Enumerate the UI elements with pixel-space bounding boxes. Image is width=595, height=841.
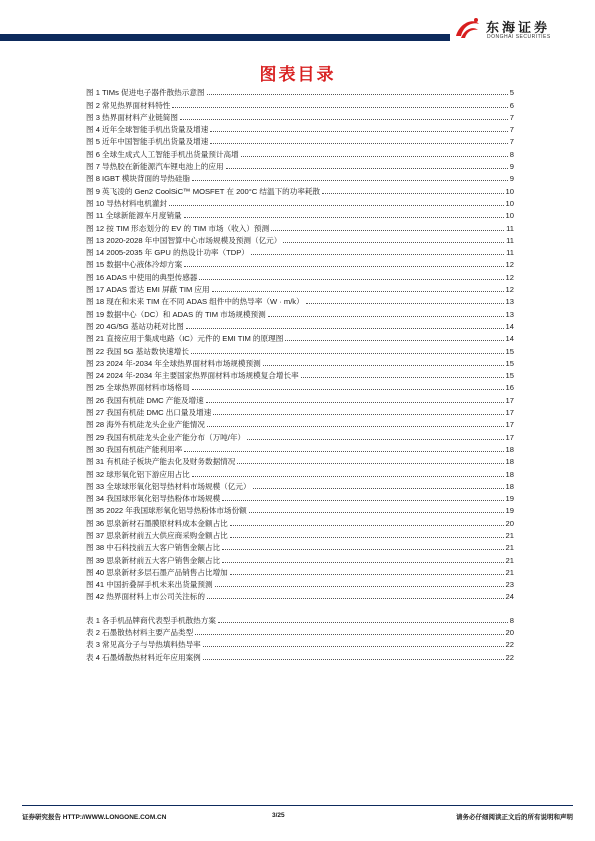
header-bar-end [440, 34, 450, 41]
figures-entry[interactable] [86, 491, 514, 503]
leader-dots [237, 463, 503, 464]
leader-dots [192, 389, 504, 390]
leader-dots [226, 168, 508, 169]
leader-dots [191, 353, 504, 354]
figures-entry-page: 12 [505, 260, 514, 270]
figures-entry-page: 16 [505, 383, 514, 393]
figures-entry[interactable] [86, 515, 514, 527]
figures-entry[interactable] [86, 331, 514, 343]
leader-dots [301, 377, 504, 378]
figures-entry[interactable] [86, 429, 514, 441]
tables-entry-label: 表 2 石墨散热材料主要产品类型 [86, 628, 194, 638]
figures-entry-page: 14 [505, 334, 514, 344]
figures-entry-label: 图 2 常见热界面材料特性 [86, 100, 171, 110]
figures-entry-page: 21 [505, 555, 514, 565]
figures-entry-label: 图 40 思泉新材多层石墨产品销售占比增加 [86, 567, 228, 577]
figures-entry[interactable] [86, 171, 514, 183]
leader-dots [283, 242, 504, 243]
leader-dots [203, 659, 504, 660]
figures-entry[interactable] [86, 97, 514, 109]
figures-entry[interactable] [86, 233, 514, 245]
figures-entry-page: 13 [505, 297, 514, 307]
leader-dots [249, 512, 504, 513]
figures-entry-page: 10 [505, 198, 514, 208]
figures-entry-page: 6 [509, 100, 514, 110]
figures-entry-page: 17 [505, 432, 514, 442]
figures-entry-page: 17 [505, 395, 514, 405]
figures-entry-label: 图 15 数据中心液体冷却方案 [86, 260, 183, 270]
figures-entry[interactable] [86, 257, 514, 269]
figures-entry[interactable] [86, 282, 514, 294]
figures-entry-page: 19 [505, 494, 514, 504]
figures-entry-label: 图 41 中国折叠屏手机未来出货量预测 [86, 580, 213, 590]
leader-dots [203, 646, 504, 647]
figures-entry-page: 15 [505, 346, 514, 356]
figures-entry-page: 21 [505, 543, 514, 553]
leader-dots [247, 439, 503, 440]
page-footer [22, 812, 573, 824]
figures-entry-page: 24 [505, 592, 514, 602]
figures-entry-page: 18 [505, 481, 514, 491]
figures-entry-page: 5 [509, 88, 514, 98]
logo-text-en: DONGHAI SECURITIES [487, 34, 551, 40]
leader-dots [230, 537, 504, 538]
leader-dots [230, 525, 504, 526]
figures-entry-label: 图 16 ADAS 中使用的典型传感器 [86, 272, 198, 282]
header-bar [0, 34, 440, 41]
figures-entry-page: 18 [505, 469, 514, 479]
figures-entry-label: 图 3 热界面材料产业链简图 [86, 112, 178, 122]
leader-dots [199, 279, 503, 280]
figures-entry[interactable] [86, 245, 514, 257]
figures-entry-page: 11 [506, 223, 514, 233]
leader-dots [222, 562, 503, 563]
figures-entry-page: 21 [505, 567, 514, 577]
figures-entry[interactable] [86, 110, 514, 122]
figures-entry[interactable] [86, 183, 514, 195]
leader-dots [230, 574, 504, 575]
leader-dots [271, 230, 504, 231]
figures-entry-page: 23 [505, 580, 514, 590]
figures-entry-label: 图 23 2024 年-2034 年全球热界面材料市场规模预测 [86, 358, 261, 368]
figures-entry[interactable] [86, 454, 514, 466]
figures-entry[interactable] [86, 159, 514, 171]
leader-dots [207, 598, 504, 599]
figures-entry-label: 图 32 球形氧化铝下游应用占比 [86, 469, 190, 479]
figures-entry-label: 图 39 思泉新材前五大客户销售金额占比 [86, 555, 221, 565]
figures-entry[interactable] [86, 466, 514, 478]
leader-dots [263, 365, 504, 366]
leader-dots [207, 94, 508, 95]
leader-dots [180, 119, 508, 120]
donghai-logo [452, 14, 584, 44]
figures-entry-label: 图 17 ADAS 雷达 EMI 屏蔽 TIM 应用 [86, 285, 210, 295]
figures-entry-page: 7 [509, 137, 514, 147]
figures-entry[interactable] [86, 85, 514, 97]
figures-entry[interactable] [86, 380, 514, 392]
figures-entry-label: 图 19 数据中心（DC）和 ADAS 的 TIM 市场规模预测 [86, 309, 266, 319]
page-header [0, 0, 595, 48]
leader-dots [206, 402, 504, 403]
tables-entry[interactable] [86, 649, 514, 661]
page-title: 图表目录 [259, 65, 336, 84]
figures-entry[interactable] [86, 343, 514, 355]
leader-dots [222, 500, 503, 501]
leader-dots [215, 586, 504, 587]
figures-entry-page: 9 [509, 174, 514, 184]
figures-entry-label: 图 27 我国有机硅 DMC 出口量及增速 [86, 408, 212, 418]
figures-entry[interactable] [86, 503, 514, 515]
section-gap [86, 601, 514, 612]
figures-entry[interactable] [86, 196, 514, 208]
figures-entry[interactable] [86, 122, 514, 134]
figures-entry-label: 图 22 我国 5G 基站数快速增长 [86, 346, 189, 356]
figures-entry-page: 17 [505, 420, 514, 430]
footer-left: 证券研究报告 HTTP://WWW.LONGONE.COM.CN [22, 814, 167, 821]
figures-entry-label: 图 30 我国有机硅产能利用率 [86, 444, 183, 454]
figures-entry-label: 图 8 IGBT 模块背面的导热硅脂 [86, 174, 191, 184]
leader-dots [207, 426, 504, 427]
figures-entry-page: 9 [509, 162, 514, 172]
figures-entry[interactable] [86, 528, 514, 540]
figures-entry-label: 图 20 4G/5G 基站功耗对比图 [86, 321, 184, 331]
leader-dots [210, 131, 507, 132]
figures-entry[interactable] [86, 540, 514, 552]
figures-entry[interactable] [86, 208, 514, 220]
figures-entry-page: 20 [505, 518, 514, 528]
figures-entry-label: 图 28 海外有机硅龙头企业产能情况 [86, 420, 205, 430]
tables-entry-label: 表 3 常见高分子与导热填料热导率 [86, 640, 201, 650]
figures-entry-page: 11 [506, 248, 514, 258]
leader-dots [184, 217, 504, 218]
figures-entry-page: 15 [505, 358, 514, 368]
leader-dots [212, 291, 504, 292]
figures-entry-label: 图 10 导热材料电机灌封 [86, 198, 168, 208]
figures-entry-label: 图 4 近年全球智能手机出货量及增速 [86, 125, 209, 135]
figures-entry-label: 图 14 2005-2035 年 GPU 的热设计功率（TDP） [86, 248, 249, 258]
figures-entry-label: 图 33 全球球形氧化铝导热材料市场规模（亿元） [86, 481, 251, 491]
tables-entry[interactable] [86, 612, 514, 624]
leader-dots [184, 266, 503, 267]
figures-entry-page: 12 [505, 285, 514, 295]
figures-entry-page: 8 [509, 149, 514, 159]
leader-dots [192, 476, 504, 477]
figures-entry[interactable] [86, 442, 514, 454]
tables-entry-label: 表 1 各手机品牌商代表型手机散热方案 [86, 615, 216, 625]
figures-entry-page: 19 [505, 506, 514, 516]
figures-entry[interactable] [86, 319, 514, 331]
figures-entry[interactable] [86, 356, 514, 368]
figures-entry-label: 图 38 中石科技前五大客户销售金额占比 [86, 543, 221, 553]
figures-entry-page: 10 [505, 186, 514, 196]
figures-entry-label: 图 29 我国有机硅龙头企业产能分布（万吨/年） [86, 432, 246, 442]
figures-entry-label: 图 36 思泉新材石墨膜原材料成本金额占比 [86, 518, 228, 528]
donghai-logo-icon [452, 14, 482, 44]
leader-dots [322, 193, 503, 194]
figures-entry-label: 图 37 思泉新材前五大供应商采购金额占比 [86, 530, 228, 540]
figures-entry[interactable] [86, 294, 514, 306]
leader-dots [222, 549, 503, 550]
figures-entry-page: 10 [505, 211, 514, 221]
leader-dots [285, 340, 503, 341]
figures-entry[interactable] [86, 269, 514, 281]
figures-entry-label: 图 12 按 TIM 形态划分的 EV 的 TIM 市场（收入）预测 [86, 223, 270, 233]
footer-disclaimer: 请务必仔细阅读正文后的所有说明和声明 [456, 814, 573, 821]
leader-dots [210, 143, 507, 144]
figures-entry[interactable] [86, 577, 514, 589]
figures-entry-page: 18 [505, 457, 514, 467]
tables-entry-page: 22 [505, 640, 514, 650]
figures-entry-page: 11 [506, 235, 514, 245]
leader-dots [268, 316, 504, 317]
figures-entry[interactable] [86, 589, 514, 601]
figures-entry[interactable] [86, 368, 514, 380]
logo-text-cn: 东海证券 [486, 20, 551, 35]
figures-entry-page: 12 [505, 272, 514, 282]
figures-entry-label: 图 13 2020-2028 年中国智算中心市场规模及预测（亿元） [86, 235, 282, 245]
figures-entry-page: 21 [505, 530, 514, 540]
leader-dots [192, 180, 508, 181]
tables-entry[interactable] [86, 637, 514, 649]
figures-entry-page: 7 [509, 125, 514, 135]
figures-entry-label: 图 1 TIMs 促进电子器件散热示意图 [86, 88, 205, 98]
figures-entry[interactable] [86, 479, 514, 491]
figures-entry[interactable] [86, 552, 514, 564]
leader-dots [213, 414, 503, 415]
figures-entry-page: 18 [505, 444, 514, 454]
figures-entry-label: 图 34 我国球形氧化铝导热粉体市场规模 [86, 494, 221, 504]
tables-entry-page: 20 [505, 628, 514, 638]
figures-entry-label: 图 42 热界面材料上市公司关注标的 [86, 592, 205, 602]
leader-dots [251, 254, 504, 255]
figures-entry[interactable] [86, 306, 514, 318]
figures-entry-label: 图 11 全球新能源车月度销量 [86, 211, 182, 221]
figures-entry-label: 图 18 现在和未来 TIM 在不同 ADAS 组件中的热导率（W · m/k） [86, 297, 304, 307]
figures-entry-label: 图 26 我国有机硅 DMC 产能及增速 [86, 395, 204, 405]
leader-dots [172, 107, 507, 108]
figures-entry-page: 7 [509, 112, 514, 122]
figures-entry[interactable] [86, 220, 514, 232]
footer-divider [22, 805, 573, 806]
leader-dots [184, 451, 503, 452]
figures-entry-label: 图 6 全球生成式人工智能手机出货量预计高增 [86, 149, 239, 159]
leader-dots [195, 634, 503, 635]
figures-entry-label: 图 31 有机硅子板块产能去化及财务数据情况 [86, 457, 236, 467]
figure-table-of-contents [86, 85, 514, 662]
figures-entry-page: 13 [505, 309, 514, 319]
figures-entry-label: 图 9 英飞凌的 Gen2 CoolSiC™ MOSFET 在 200°C 结温下的功率耗散 [86, 186, 321, 196]
leader-dots [169, 205, 504, 206]
figures-entry-label: 图 24 2024 年-2034 年主要国家热界面材料市场规模复合增长率 [86, 371, 299, 381]
figures-entry[interactable] [86, 405, 514, 417]
figures-entry-label: 图 5 近年中国智能手机出货量及增速 [86, 137, 209, 147]
figures-entry[interactable] [86, 146, 514, 158]
figures-entry[interactable] [86, 134, 514, 146]
tables-entry-label: 表 4 石墨烯散热材料近年应用案例 [86, 652, 201, 662]
figures-entry[interactable] [86, 417, 514, 429]
leader-dots [253, 488, 504, 489]
figures-entry-page: 17 [505, 408, 514, 418]
figures-entry-label: 图 35 2022 年我国球形氧化铝导热粉体市场份额 [86, 506, 247, 516]
figures-entry-label: 图 7 导热胶在新能源汽车锂电池上的应用 [86, 162, 224, 172]
figures-entry-page: 14 [505, 321, 514, 331]
figures-entry[interactable] [86, 565, 514, 577]
tables-entry-page: 8 [509, 615, 514, 625]
figures-entry-label: 图 25 全球热界面材料市场格局 [86, 383, 190, 393]
page-number: 3/25 [272, 812, 285, 819]
tables-entry[interactable] [86, 625, 514, 637]
leader-dots [186, 328, 504, 329]
leader-dots [241, 156, 508, 157]
figures-entry-page: 15 [505, 371, 514, 381]
tables-entry-page: 22 [505, 652, 514, 662]
figures-entry-label: 图 21 直接应用于集成电路（IC）元件的 EMI TIM 的原理图 [86, 334, 284, 344]
figures-entry[interactable] [86, 392, 514, 404]
leader-dots [306, 303, 504, 304]
leader-dots [218, 622, 508, 623]
